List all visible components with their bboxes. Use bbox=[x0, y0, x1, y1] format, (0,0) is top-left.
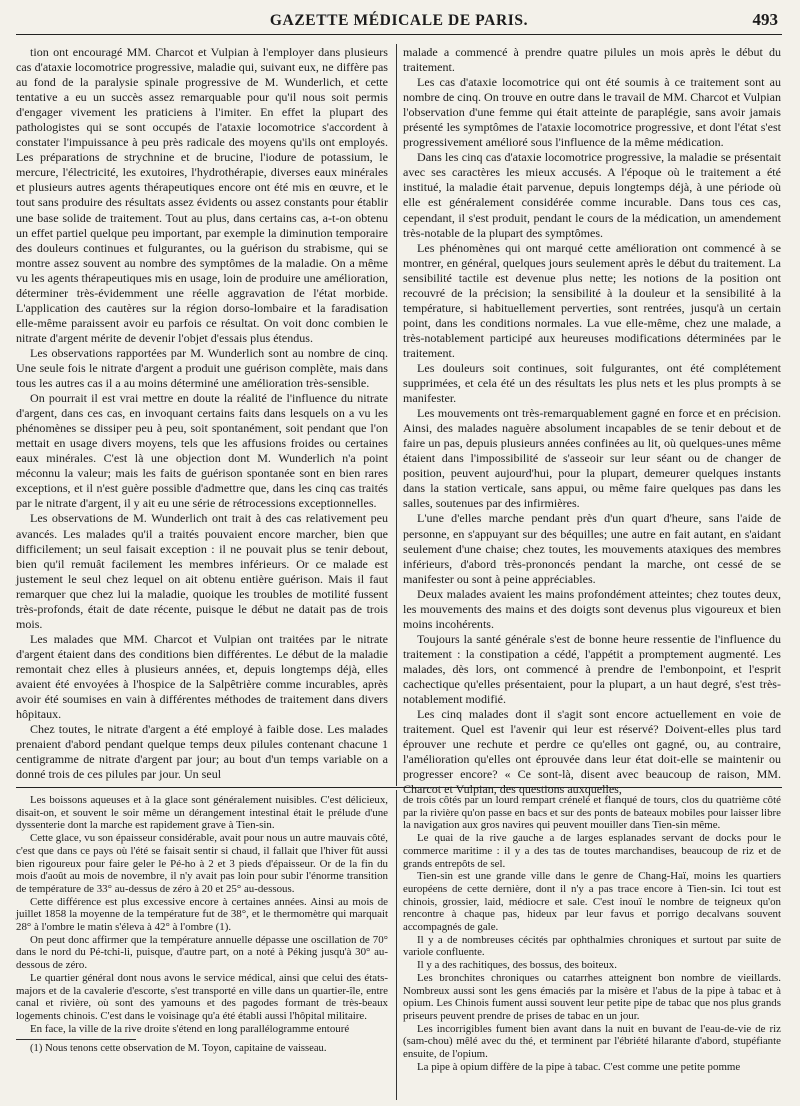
paragraph: Les phénomènes qui ont marqué cette amélioration ont commencé à se montrer, en général, quelques jours seulement après le début du traitement. La sensibilité tactile est devenue plus nette; les notions de la position ont recouvré de la précision; la sensibilité à la douleur et la sensibilité à la température, si habituellement perverties, sont rentrées, jusqu'à un certain point, dans les conditions normales. La vue elle-même, chez une malade, a très-notablement participé aux heureuses modifications déterminées par le traitement. bbox=[403, 240, 781, 360]
paragraph: Cette différence est plus excessive encore à certaines années. Ainsi au mois de juillet 1858 la moyenne de la température fut de 38°, et le thermomètre qui marquait 28° à l'ombre le matin s'éleva à 42° à l'ombre (1). bbox=[16, 895, 388, 934]
header-rule bbox=[16, 34, 782, 35]
paragraph: On pourrait il est vrai mettre en doute la réalité de l'influence du nitrate d'argent, dans ces cas, en invoquant certains faits dans lesquels on a vu les phénomènes se dissiper peu à peu, soit spontanément, soit pendant que l'on mettait en usage divers moyens, tels que les affusions froides ou certaines eaux minérales. C'est là une objection dont M. Wunderlich n'a point méconnu la valeur; mais les faits de guérison spontanée sont en bien rares exceptions, et il n'est guère possible d'admettre que, dans les cinq cas traités par le nitrate d'argent, il y ait eu une série de rétrocessions exceptionnelles. bbox=[16, 391, 388, 511]
paragraph: Les malades que MM. Charcot et Vulpian ont traitées par le nitrate d'argent étaient dans des conditions bien différentes. Le début de la maladie remontait chez elles à plusieurs années, et, depuis longtemps déjà, elles avaient été envoyées à l'hospice de la Salpêtrière comme incurables, après avoir été soumises en vain à différentes méthodes de traitement dans divers hôpitaux. bbox=[16, 631, 388, 722]
column-divider bbox=[396, 790, 397, 1100]
paragraph: Dans les cinq cas d'ataxie locomotrice progressive, la maladie se présentait avec ses caractères les mieux accusés. A l'époque où le traitement a été institué, la maladie était parvenue, depuis longtemps déjà, à une période où elle est généralement considérée comme incurable. Dans tous ces cas, cependant, il s'est produit, pendant le cours de la médication, un amendement très-notable de la plupart des symptômes. bbox=[403, 150, 781, 240]
paragraph: Le quartier général dont nous avons le service médical, ainsi que celui des états-majors et de la cavalerie d'escorte, s'est transporté en ville dans un quartier-île, entre canal et rivière, où sont des yamouns et des pagodes formant de très-beaux logements chinois. C'est dans le voisinage qu'a été établi aussi l'hôpital militaire. bbox=[16, 971, 388, 1022]
paragraph: de trois côtés par un lourd rempart crénelé et flanqué de tours, clos du quatrième côté par la rivière qu'on passe en bacs et sur des ponts de bateaux mobiles pour laisser libre la navigation aux gros navires qui peuvent mouiller dans Tien-sin même. bbox=[403, 794, 781, 832]
upper-right-column bbox=[403, 45, 781, 797]
lower-right-column bbox=[403, 794, 781, 1104]
paragraph: Les incorrigibles fument bien avant dans la nuit en buvant de l'eau-de-vie de riz (sam-chou) mêlé avec du thé, et terminent par l'ébriété hilarante d'abord, stupéfiante ensuite, de l'opium. bbox=[403, 1022, 781, 1061]
lower-left-column bbox=[16, 794, 388, 1104]
page-header bbox=[16, 8, 782, 42]
upper-left-column bbox=[16, 45, 388, 785]
paragraph: La pipe à opium diffère de la pipe à tabac. C'est comme une petite pomme bbox=[417, 1060, 741, 1073]
footnote-separator bbox=[16, 1039, 136, 1040]
footnote: (1) Nous tenons cette observation de M. Toyon, capitaine de vaisseau. bbox=[30, 1043, 327, 1055]
paragraph: Chez toutes, le nitrate d'argent a été employé à faible dose. Les malades prenaient d'abord pendant quelque temps deux pilules contenant chacune 1 centigramme de nitrate d'argent par jour; au bout d'un temps variable on a donné trois de ces pilules par jour. Un seul bbox=[16, 722, 388, 782]
paragraph: Cette glace, vu son épaisseur considérable, avait pour nous un autre mauvais côté, c'est que dans ce pays où l'été se faisait sentir si chaud, il fallait que l'hiver fût aussi bien rigoureux pour faire geler le Pé-ho à 2 et 3 pieds d'épaisseur. Or de la fin du mois d'août au mois de novembre, il n'y avait pas loin pour subir l'énorme transition de température de 33° au-dessus de zéro à 20 et 25° au-dessous. bbox=[16, 832, 388, 895]
paragraph: Les douleurs soit continues, soit fulgurantes, ont été complétement supprimées, et cela été un des résultats les plus nets et les plus prompts à se manifester. bbox=[403, 360, 781, 406]
paragraph: Les mouvements ont très-remarquablement gagné en force et en précision. Ainsi, des malades naguère absolument incapables de se tenir debout et de faire un pas, depuis plusieurs années confinées au lit, où quelques-unes même étaient dans l'impossibilité de s'asseoir sur leur séant ou de changer de position, peuvent aujourd'hui, pour la plupart, demeurer quelques instants dans la station verticale, sans appui, ou même faire quelques pas dans les salles, soutenues par des infirmières. bbox=[403, 406, 781, 511]
paragraph: Les cinq malades dont il s'agit sont encore actuellement en voie de traitement. Quel est l'avenir qui leur est réservé? Doivent-elles plus tard éprouver une rechute et perdre ce qu'elles ont gagné, ou, au contraire, l'amélioration qu'elles ont éprouvée dans leur état doit-elle se maintenir ou progresser encore? « Ce sont-là, disent avec beaucoup de raison, MM. Charcot et Vulpian, des questions auxquelles, bbox=[403, 707, 781, 797]
page-number: 493 bbox=[752, 10, 778, 29]
paragraph: Deux malades avaient les mains profondément atteintes; chez toutes deux, les mouvements des mains et des doigts sont devenus plus vigoureux et bien moins incohérents. bbox=[403, 586, 781, 631]
paragraph: Il y a de nombreuses cécités par ophthalmies chroniques et surtout par suite de variole confluente. bbox=[403, 933, 781, 959]
paragraph: Il y a des rachitiques, des bossus, des boiteux. bbox=[417, 959, 617, 972]
section-rule bbox=[16, 787, 782, 788]
paragraph: On peut donc affirmer que la température annuelle dépasse une oscillation de 70° dans le nord du Pé-tchi-li, puisque, d'autre part, on a noté à Péking jusqu'à 30° au-dessous de zéro. bbox=[16, 933, 388, 972]
paragraph: Le quai de la rive gauche a de larges esplanades servant de docks pour le commerce maritime : il y a des tas de toutes marchandises, beaucoup de riz et de grands entrepôts de sel. bbox=[403, 832, 781, 870]
column-divider bbox=[396, 44, 397, 786]
paragraph: Les cas d'ataxie locomotrice qui ont été soumis à ce traitement sont au nombre de cinq. On trouve en outre dans le travail de MM. Charcot et Vulpian l'observation d'une femme qui était atteinte de paraplégie, sans avoir jamais présenté les symptômes de l'ataxie locomotrice progressive, et dont l'état s'est progressivement amélioré sous l'influence de la même médication. bbox=[403, 75, 781, 150]
paragraph: Tien-sin est une grande ville dans le genre de Chang-Haï, moins les quartiers européens de cette dernière, dont il n'y a pas trace encore à Tien-sin. Ici tout est chinois, grossier, laid, médiocre et sale. C'est inouï le nombre de teigneux qu'on rencontre à chaque pas, hideux par leur favus et porrigo decalvans souvent accompagnés de gale. bbox=[403, 870, 781, 934]
paragraph: Les observations de M. Wunderlich ont trait à des cas relativement peu avancés. Les malades qu'il a traités pouvaient encore marcher, bien que difficilement; un seul faisait exception : il ne pouvait plus se tenir debout, bien qu'il remuât facilement les membres inférieurs. Or ce malade est justement le seul chez lequel on ait obtenu entière guérison. Mais il faut remarquer que chez lui la maladie, quoique les troubles de motilité fussent très-profonds, était de date récente, puisque le début ne datait pas de trois mois. bbox=[16, 511, 388, 631]
paragraph: En face, la ville de la rive droite s'étend en long parallélogramme entouré bbox=[30, 1022, 350, 1035]
paragraph: Les boissons aqueuses et à la glace sont généralement nuisibles. C'est délicieux, disait-on, et souvent le soir même un dérangement intestinal était le prélude d'une dyssenterie dont la marche est rapidement grave à Tien-sin. bbox=[16, 794, 388, 832]
paragraph: L'une d'elles marche pendant près d'un quart d'heure, sans l'aide de personne, en s'appuyant sur des béquilles; une autre en fait autant, en s'aidant seulement d'une chaise; chez toutes, les mouvements ataxiques des membres inférieurs, d'abord très-prononcés pendant la marche, ont cessé de se manifester ou sont à peine appréciables. bbox=[403, 511, 781, 586]
paragraph: Toujours la santé générale s'est de bonne heure ressentie de l'influence du traitement : la constipation a cédé, l'appétit a promptement augmenté. Les malades, dès lors, ont commencé à prendre de l'embonpoint, et l'esprit cachectique qu'elles présentaient, pour la plupart, a un haut degré, s'est très-notablement modifié. bbox=[403, 631, 781, 707]
paragraph: Les bronchites chroniques ou catarrhes atteignent bon nombre de vieillards. Nombreux aussi sont les gens émaciés par la misère et l'abus de la pipe à tabac et à opium. Les Chinois fument aussi souvent leur petite pipe de tabac que nos plus grands priseurs peuvent prendre de prises de tabac en un jour. bbox=[403, 971, 781, 1022]
paragraph: Les observations rapportées par M. Wunderlich sont au nombre de cinq. Une seule fois le nitrate d'argent a produit une guérison complète, mais dans tous les autres cas il a au moins déterminé une amélioration très-sensible. bbox=[16, 345, 388, 391]
running-title: GAZETTE MÉDICALE DE PARIS. bbox=[269, 12, 529, 29]
paragraph: tion ont encouragé MM. Charcot et Vulpian à l'employer dans plusieurs cas d'ataxie locomotrice progressive, maladie qui, suivant eux, ne diffère pas au fond de la paralysie spinale progressive de M. Wunderlich, et cette tentative a eu un succès assez remarquable pour qu'il nous soit permis d'engager vivement les praticiens à l'imiter. En effet la plupart des pathologistes qui se sont occupés de l'ataxie locomotrice s'accordent à constater l'impuissance à peu près radicale des moyens qu'ils ont employés. Les préparations de strychnine et de brucine, l'iodure de potassium, le mercure, l'électricité, les exutoires, l'hydrothérapie, diverses eaux minérales et plusieurs autres agents thérapeutiques encore ont été mis en œuvre, et le tout sans produire des résultats assez évidents ou assez constants pour établir une base solide de traitement. Tout au plus, dans certains cas, a-t-on obtenu un effet partiel quelque peu important, par exemple la diminution temporaire des douleurs continues et fulgurantes, ou la guérison du strabisme, qui se montre assez souvent au nombre des symptômes de la maladie. On a même vu les agents thérapeutiques mis en usage, loin de produire une amélioration, déterminer très-évidemment une réelle aggravation de l'état morbide. L'application des cautères sur la région dorso-lombaire et la faradisation elle-même paraissent avoir eu parfois ce résultat. On voit donc combien le nitrate d'argent mérite de devenir l'objet d'essais plus étendus. bbox=[16, 45, 388, 345]
paragraph: malade a commencé à prendre quatre pilules un mois après le début du traitement. bbox=[403, 45, 781, 75]
